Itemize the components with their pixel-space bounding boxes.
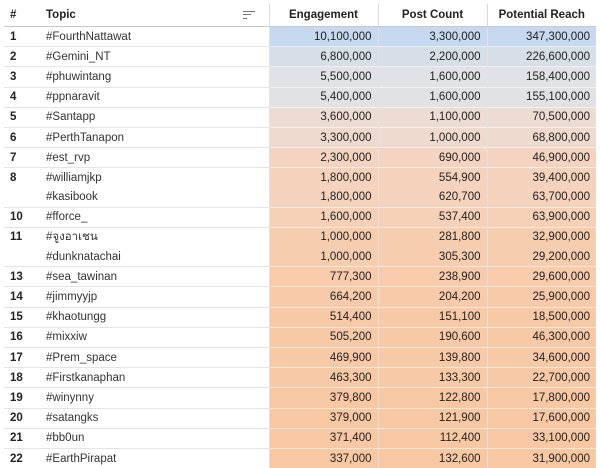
topic-cell: #phuwintang [40, 67, 269, 87]
topic-cell: #Firstkanaphan [40, 368, 269, 388]
topic-cell: #EarthPirapat [40, 448, 269, 468]
topic-cell: #est_rvp [40, 148, 269, 168]
engagement-cell: 505,200 [269, 327, 378, 347]
topic-cell: #sea_tawinan [40, 267, 269, 287]
engagement-cell: 379,000 [269, 408, 378, 428]
post-count-cell: 281,800 [378, 227, 487, 247]
post-count-cell: 133,300 [378, 368, 487, 388]
rank-header: # [4, 4, 40, 27]
engagement-cell: 5,500,000 [269, 67, 378, 87]
engagement-cell: 514,400 [269, 307, 378, 327]
rank-cell: 3 [4, 67, 40, 87]
potential-reach-cell: 46,900,000 [487, 148, 596, 168]
potential-reach-cell: 158,400,000 [487, 67, 596, 87]
table-row[interactable] [4, 47, 596, 67]
post-count-cell: 1,000,000 [378, 127, 487, 147]
engagement-header[interactable]: Engagement [269, 4, 378, 27]
post-count-cell: 139,800 [378, 348, 487, 368]
table-row[interactable] [4, 188, 596, 208]
engagement-cell: 1,000,000 [269, 227, 378, 247]
topic-cell: #kasibook [40, 188, 269, 208]
topic-cell: #FourthNattawat [40, 27, 269, 47]
potential-reach-cell: 46,300,000 [487, 327, 596, 347]
post-count-cell: 112,400 [378, 428, 487, 448]
table-row[interactable] [4, 388, 596, 408]
potential-reach-cell: 29,600,000 [487, 267, 596, 287]
topic-cell: #dunknatachai [40, 247, 269, 267]
potential-reach-cell: 17,800,000 [487, 388, 596, 408]
post-count-cell: 3,300,000 [378, 27, 487, 47]
topic-cell: #williamjkp [40, 168, 269, 188]
engagement-cell: 463,300 [269, 368, 378, 388]
topic-cell: #ppnaravit [40, 87, 269, 107]
potential-reach-cell: 226,600,000 [487, 47, 596, 67]
potential-reach-cell: 17,600,000 [487, 408, 596, 428]
post-count-cell: 151,100 [378, 307, 487, 327]
table-row[interactable] [4, 148, 596, 168]
sort-icon[interactable] [243, 11, 255, 20]
table-row[interactable] [4, 247, 596, 267]
potential-reach-cell: 63,900,000 [487, 207, 596, 227]
table-row[interactable] [4, 87, 596, 107]
potential-reach-cell: 29,200,000 [487, 247, 596, 267]
topic-header[interactable] [40, 4, 269, 27]
rank-cell: 8 [4, 168, 40, 188]
potential-reach-cell: 18,500,000 [487, 307, 596, 327]
potential-reach-cell: 70,500,000 [487, 107, 596, 127]
topic-cell: #jimmyyjp [40, 287, 269, 307]
table-row[interactable] [4, 67, 596, 87]
rank-cell: 18 [4, 368, 40, 388]
table-row[interactable] [4, 127, 596, 147]
topic-cell: #mixxiw [40, 327, 269, 347]
post-count-cell: 204,200 [378, 287, 487, 307]
post-count-cell: 132,600 [378, 448, 487, 468]
potential-reach-cell: 22,700,000 [487, 368, 596, 388]
rank-cell [4, 247, 40, 267]
engagement-cell: 469,900 [269, 348, 378, 368]
table-row[interactable] [4, 448, 596, 468]
topic-cell: #khaotungg [40, 307, 269, 327]
rank-cell: 10 [4, 207, 40, 227]
table-row[interactable] [4, 327, 596, 347]
topic-cell: #PerthTanapon [40, 127, 269, 147]
table-row[interactable] [4, 307, 596, 327]
post-count-cell: 554,900 [378, 168, 487, 188]
rank-cell: 2 [4, 47, 40, 67]
rank-cell: 16 [4, 327, 40, 347]
potential-reach-cell: 33,100,000 [487, 428, 596, 448]
engagement-cell: 3,300,000 [269, 127, 378, 147]
engagement-cell: 1,800,000 [269, 168, 378, 188]
table-row[interactable] [4, 27, 596, 47]
table-row[interactable] [4, 207, 596, 227]
engagement-cell: 777,300 [269, 267, 378, 287]
table-body [4, 27, 596, 468]
post-count-cell: 620,700 [378, 188, 487, 208]
table-row[interactable] [4, 408, 596, 428]
potential-reach-cell: 63,700,000 [487, 188, 596, 208]
engagement-cell: 1,600,000 [269, 207, 378, 227]
post-count-cell: 238,900 [378, 267, 487, 287]
topic-cell: #Prem_space [40, 348, 269, 368]
engagement-cell: 1,000,000 [269, 247, 378, 267]
table-row[interactable] [4, 168, 596, 188]
engagement-cell: 371,400 [269, 428, 378, 448]
topic-header-label: Topic [46, 9, 76, 21]
potential-reach-cell: 155,100,000 [487, 87, 596, 107]
post-count-cell: 122,800 [378, 388, 487, 408]
topic-table [4, 4, 596, 468]
topic-cell: #satangks [40, 408, 269, 428]
table-row[interactable] [4, 287, 596, 307]
rank-cell: 7 [4, 148, 40, 168]
engagement-cell: 6,800,000 [269, 47, 378, 67]
table-row[interactable] [4, 428, 596, 448]
rank-cell: 1 [4, 27, 40, 47]
rank-cell: 15 [4, 307, 40, 327]
post-count-cell: 121,900 [378, 408, 487, 428]
engagement-cell: 379,800 [269, 388, 378, 408]
engagement-cell: 2,300,000 [269, 148, 378, 168]
potential-reach-cell: 347,300,000 [487, 27, 596, 47]
post-count-cell: 690,000 [378, 148, 487, 168]
potential-reach-header[interactable]: Potential Reach [487, 4, 596, 27]
post-count-cell: 1,600,000 [378, 67, 487, 87]
potential-reach-cell: 32,900,000 [487, 227, 596, 247]
rank-cell: 4 [4, 87, 40, 107]
post-count-header[interactable]: Post Count [378, 4, 487, 27]
topic-cell: #fforce_ [40, 207, 269, 227]
potential-reach-cell: 34,600,000 [487, 348, 596, 368]
table-row[interactable] [4, 348, 596, 368]
post-count-cell: 190,600 [378, 327, 487, 347]
rank-cell: 14 [4, 287, 40, 307]
table-row[interactable] [4, 267, 596, 287]
potential-reach-cell: 31,900,000 [487, 448, 596, 468]
potential-reach-cell: 39,400,000 [487, 168, 596, 188]
rank-cell: 22 [4, 448, 40, 468]
topic-cell: #winynny [40, 388, 269, 408]
rank-cell: 20 [4, 408, 40, 428]
table-row[interactable] [4, 368, 596, 388]
rank-cell: 5 [4, 107, 40, 127]
header-row [4, 4, 596, 27]
post-count-cell: 1,100,000 [378, 107, 487, 127]
engagement-cell: 664,200 [269, 287, 378, 307]
topic-cell: #จูงอาเชน [40, 227, 269, 247]
potential-reach-cell: 68,800,000 [487, 127, 596, 147]
potential-reach-cell: 25,900,000 [487, 287, 596, 307]
rank-cell: 13 [4, 267, 40, 287]
rank-cell [4, 188, 40, 208]
topic-ranking-view [0, 4, 600, 437]
post-count-cell: 1,600,000 [378, 87, 487, 107]
post-count-cell: 537,400 [378, 207, 487, 227]
topic-cell: #bb0un [40, 428, 269, 448]
engagement-cell: 1,800,000 [269, 188, 378, 208]
rank-cell: 21 [4, 428, 40, 448]
table-row[interactable] [4, 227, 596, 247]
post-count-cell: 305,300 [378, 247, 487, 267]
topic-cell: #Santapp [40, 107, 269, 127]
rank-cell: 19 [4, 388, 40, 408]
rank-cell: 17 [4, 348, 40, 368]
rank-cell: 6 [4, 127, 40, 147]
post-count-cell: 2,200,000 [378, 47, 487, 67]
engagement-cell: 5,400,000 [269, 87, 378, 107]
topic-cell: #Gemini_NT [40, 47, 269, 67]
rank-cell: 11 [4, 227, 40, 247]
engagement-cell: 10,100,000 [269, 27, 378, 47]
engagement-cell: 337,000 [269, 448, 378, 468]
engagement-cell: 3,600,000 [269, 107, 378, 127]
table-row[interactable] [4, 107, 596, 127]
